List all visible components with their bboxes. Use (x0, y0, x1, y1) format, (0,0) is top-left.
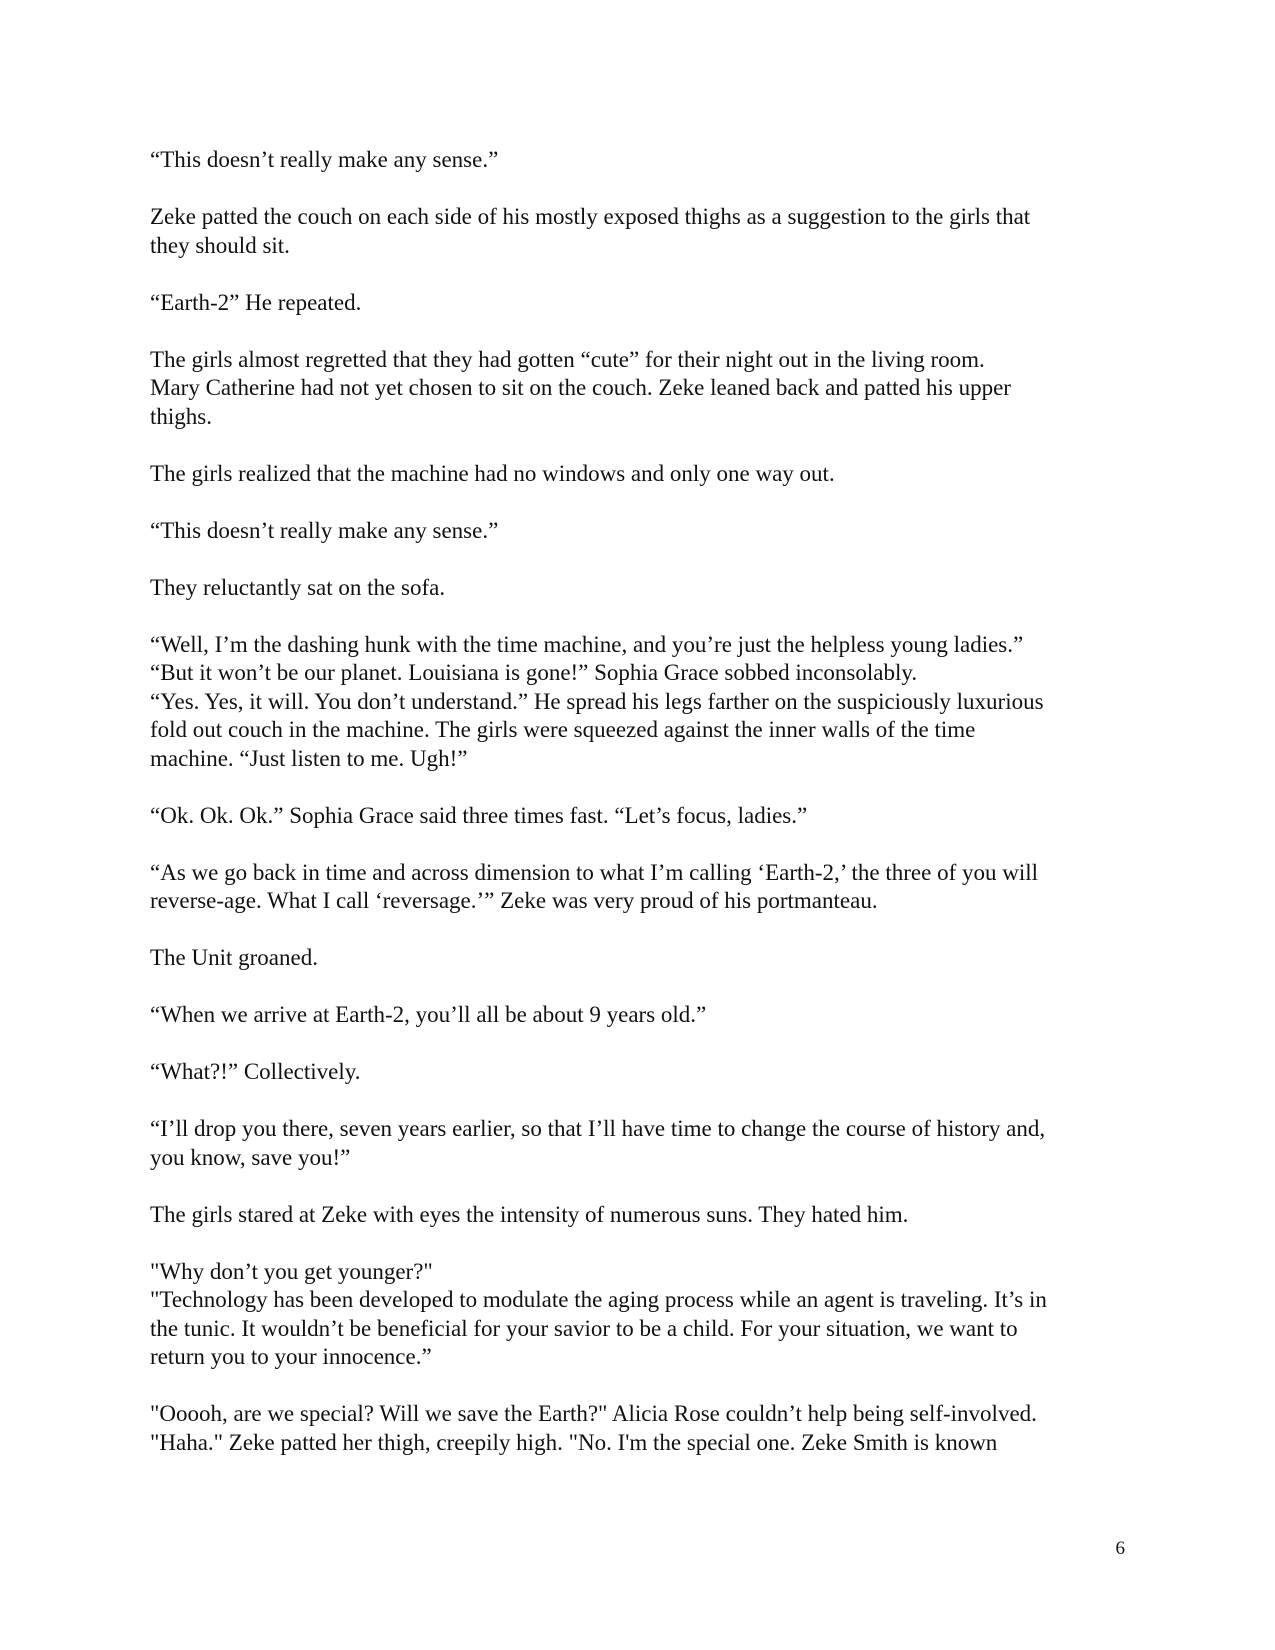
paragraph (150, 1258, 1125, 1372)
paragraph (150, 1115, 1125, 1172)
text-line: "Why don’t you get younger?" (150, 1258, 433, 1284)
text-line: The Unit groaned. (150, 945, 318, 970)
paragraph (150, 859, 1125, 916)
paragraph (150, 574, 1125, 603)
text-line: fold out couch in the machine. The girls were squeezed against the inner walls of the time (150, 717, 976, 742)
text-line: “Earth-2” He repeated. (150, 289, 362, 315)
text-line: thighs. (150, 403, 212, 429)
text-line: “Yes. Yes, it will. You don’t understand.” He spread his legs farther on the suspiciously luxurious (150, 688, 1044, 714)
paragraph (150, 631, 1125, 774)
text-line: “Well, I’m the dashing hunk with the time machine, and you’re just the helpless young ladies.” (150, 631, 1024, 657)
text-line: return you to your innocence.” (150, 1344, 432, 1369)
text-line: “I’ll drop you there, seven years earlier, so that I’ll have time to change the course of history and, (150, 1116, 1046, 1141)
paragraph (150, 203, 1125, 260)
text-line: “Ok. Ok. Ok.” Sophia Grace said three times fast. “Let’s focus, ladies.” (150, 802, 808, 828)
text-line: machine. “Just listen to me. Ugh!” (150, 745, 468, 771)
text-line: The girls almost regretted that they had gotten “cute” for their night out in the living room. (150, 346, 985, 372)
text-line: “This doesn’t really make any sense.” (150, 147, 499, 172)
text-line: "Haha." Zeke patted her thigh, creepily high. "No. I'm the special one. Zeke Smith is known (150, 1429, 998, 1455)
paragraph (150, 1201, 1125, 1230)
text-line: They reluctantly sat on the sofa. (150, 574, 446, 600)
page-number: 6 (1115, 1538, 1125, 1559)
text-line: The girls realized that the machine had no windows and only one way out. (150, 460, 835, 486)
paragraph (150, 146, 1125, 175)
text-line: “But it won’t be our planet. Louisiana is gone!” Sophia Grace sobbed inconsolably. (150, 660, 918, 685)
paragraph (150, 517, 1125, 546)
paragraph (150, 1058, 1125, 1087)
text-line: the tunic. It wouldn’t be beneficial for your savior to be a child. For your situation, we want to (150, 1315, 1018, 1341)
text-line: “What?!” Collectively. (150, 1059, 361, 1084)
text-line: The girls stared at Zeke with eyes the intensity of numerous suns. They hated him. (150, 1201, 909, 1227)
paragraph (150, 346, 1125, 432)
text-line: Mary Catherine had not yet chosen to sit on the couch. Zeke leaned back and patted his upper (150, 375, 1011, 400)
paragraph (150, 1400, 1125, 1457)
text-line: reverse-age. What I call ‘reversage.’” Zeke was very proud of his portmanteau. (150, 888, 878, 913)
body-text (150, 146, 1125, 1457)
text-line: “When we arrive at Earth-2, you’ll all be about 9 years old.” (150, 1002, 707, 1027)
paragraph (150, 802, 1125, 831)
paragraph (150, 460, 1125, 489)
paragraph (150, 944, 1125, 973)
text-line: you know, save you!” (150, 1144, 351, 1170)
text-line: they should sit. (150, 232, 290, 258)
text-line: “As we go back in time and across dimension to what I’m calling ‘Earth-2,’ the three of you will (150, 859, 1039, 885)
text-line: "Technology has been developed to modulate the aging process while an agent is traveling. It’s in (150, 1287, 1047, 1312)
paragraph (150, 1001, 1125, 1030)
paragraph (150, 289, 1125, 318)
text-line: Zeke patted the couch on each side of his mostly exposed thighs as a suggestion to the girls that (150, 204, 1031, 229)
text-line: "Ooooh, are we special? Will we save the Earth?" Alicia Rose couldn’t help being self-involved. (150, 1401, 1037, 1426)
text-line: “This doesn’t really make any sense.” (150, 517, 499, 543)
